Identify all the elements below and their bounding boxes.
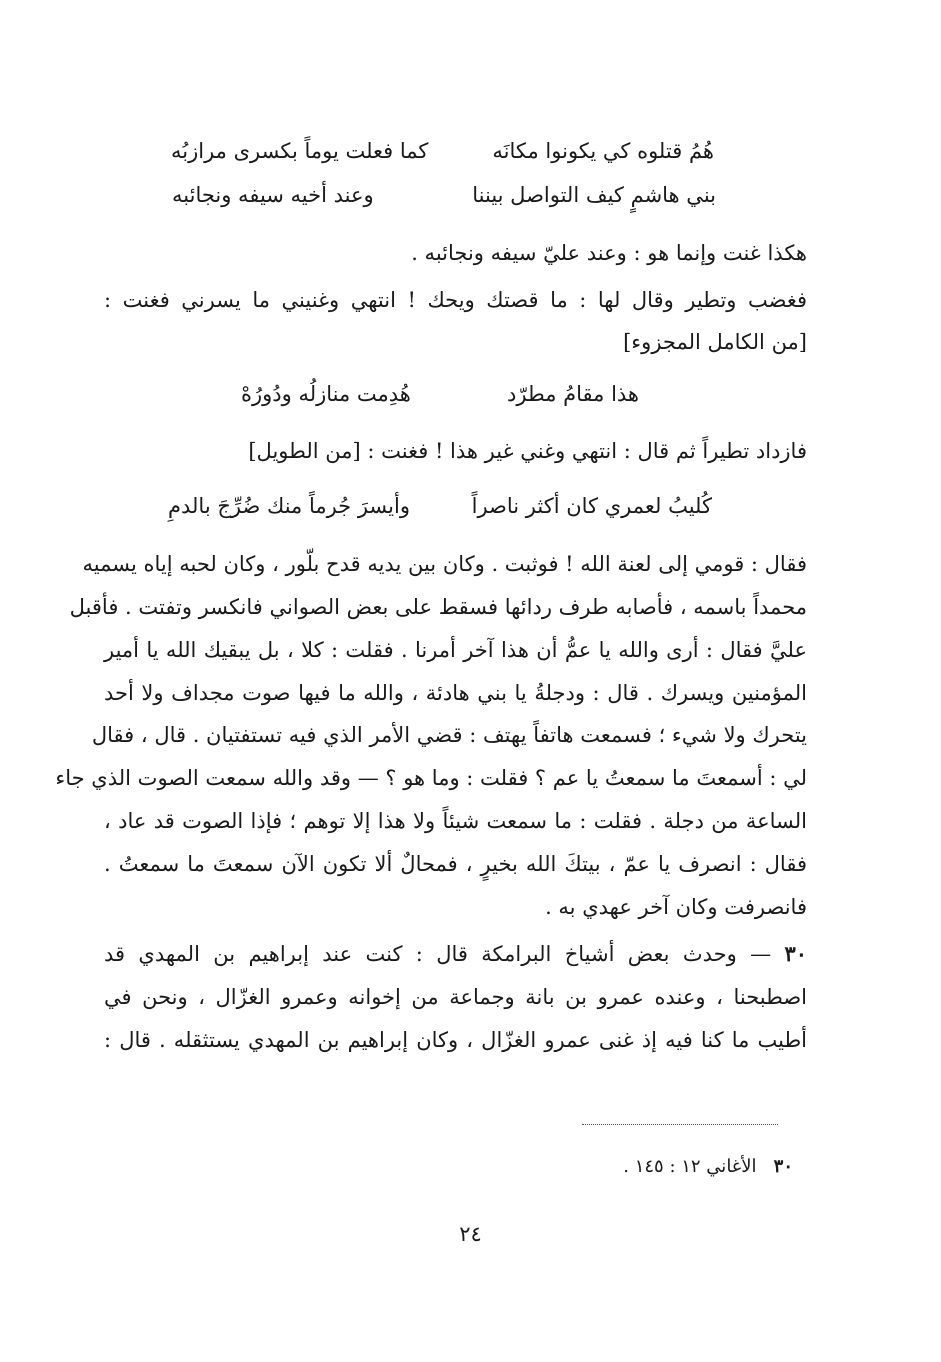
paragraph-line: المؤمنين ويسرك . قال : ودجلةُ يا بني هادئة ، والله ما فيها صوت مجداف ولا أحد bbox=[104, 681, 807, 705]
page-number: ٢٤ bbox=[459, 1222, 482, 1246]
paragraph-line: أطيب ما كنا فيه إذ غنى عمرو الغزّال ، وكان إبراهيم بن المهدي يستثقله . قال : bbox=[104, 1028, 807, 1052]
verse-2-second-hemistich: وعند أخيه سيفه ونجائبه bbox=[172, 183, 374, 207]
paragraph-line: فغضب وتطير وقال لها : ما قصتك ويحك ! انتهي وغنيني ما يسرني فغنت : bbox=[104, 288, 807, 312]
section-30-first-line bbox=[104, 939, 807, 969]
paragraph-line: فازداد تطيراً ثم قال : انتهي وغني غير هذا ! فغنت : [من الطويل] bbox=[248, 439, 807, 463]
verse-4-second-hemistich: وأيسرَ جُرماً منك ضُرِّجَ بالدمِ bbox=[168, 494, 410, 518]
paragraph-line: عليَّ فقال : أرى والله يا عمُّ أن هذا آخر أمرنا . فقلت : كلا ، بل يبقيك الله يا أمير bbox=[104, 638, 807, 662]
verse-3-first-hemistich: هذا مقامُ مطرّد bbox=[507, 382, 639, 406]
footnote-number: ٣٠ bbox=[773, 1156, 793, 1177]
paragraph-text: — وحدث بعض أشياخ البرامكة قال : كنت عند إبراهيم بن المهدي قد bbox=[104, 942, 772, 966]
paragraph-line: محمداً باسمه ، فأصابه طرف ردائها فسقط على بعض الصواني فانكسر وتفتت . فأقبل bbox=[69, 595, 807, 619]
verse-1-first-hemistich: هُمُ قتلوه كي يكونوا مكانَه bbox=[492, 139, 714, 163]
paragraph-line: فانصرفت وكان آخر عهدي به . bbox=[545, 895, 807, 919]
paragraph-line: الساعة من دجلة . فقلت : ما سمعت شيئاً ولا هذا إلا توهم ؛ فإذا الصوت قد عاد ، bbox=[104, 809, 807, 833]
footnote bbox=[623, 1154, 793, 1180]
verse-4-first-hemistich: كُليبُ لعمري كان أكثر ناصراً bbox=[471, 494, 712, 518]
footnote-separator bbox=[582, 1124, 778, 1125]
verse-3-second-hemistich: هُدِمت منازلُه ودُورُهْ bbox=[241, 382, 411, 406]
paragraph-line: اصطبحنا ، وعنده عمرو بن بانة وجماعة من إخوانه وعمرو الغزّال ، ونحن في bbox=[104, 985, 807, 1009]
verse-1-second-hemistich: كما فعلت يوماً بكسرى مرازبُه bbox=[171, 139, 429, 163]
meter-label: [من الكامل المجزوء] bbox=[623, 330, 807, 354]
verse-2-first-hemistich: بني هاشمٍ كيف التواصل بيننا bbox=[472, 183, 716, 207]
footnote-text: الأغاني ١٢ : ١٤٥ . bbox=[623, 1156, 757, 1177]
paragraph-line: يتحرك ولا شيء ؛ فسمعت هاتفاً يهتف : قضي الأمر الذي فيه تستفتيان . قال ، فقال bbox=[91, 723, 807, 747]
paragraph-line: فقال : انصرف يا عمّ ، بيتكَ الله بخيرٍ ، فمحالٌ ألا تكون الآن سمعتَ ما سمعتُ . bbox=[104, 852, 807, 876]
paragraph-line: هكذا غنت وإنما هو : وعند عليّ سيفه ونجائبه . bbox=[411, 241, 807, 265]
paragraph-line: لي : أسمعتَ ما سمعتُ يا عم ؟ فقلت : وما هو ؟ — وقد والله سمعت الصوت الذي جاء bbox=[55, 766, 807, 790]
section-number: ٣٠ bbox=[784, 941, 808, 966]
paragraph-line: فقال : قومي إلى لعنة الله ! فوثبت . وكان بين يديه قدح بلّور ، وكان لحبه إياه يسميه bbox=[82, 552, 807, 576]
